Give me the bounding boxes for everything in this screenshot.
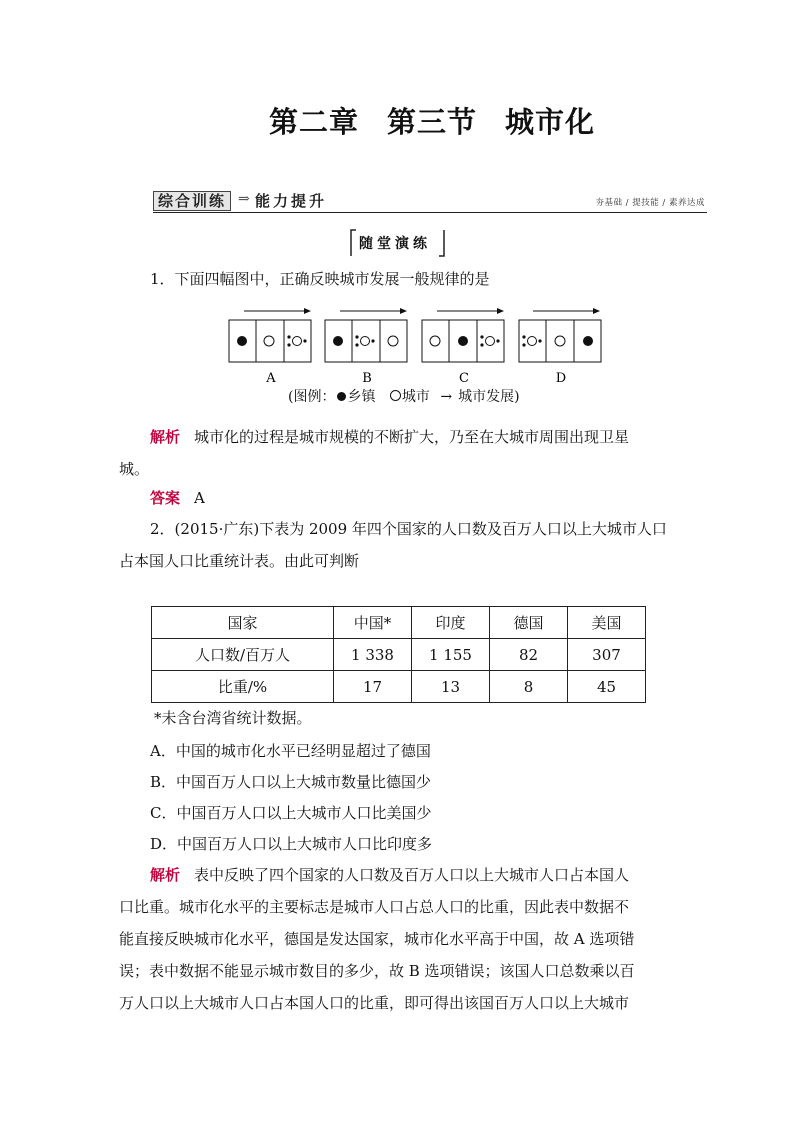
legend-city: 城市	[401, 389, 430, 405]
question-2-stem: 2．(2015·广东)下表为 2009 年四个国家的人口数及百万人口以上大城市人口	[150, 520, 667, 538]
town-dot-icon	[337, 392, 346, 401]
q1-legend	[288, 386, 520, 406]
table-cell: 82	[490, 639, 568, 671]
q2-analysis	[150, 865, 629, 885]
banner-subtitle: 能力提升	[255, 192, 328, 210]
table-cell: 人口数/百万人	[152, 639, 334, 671]
section-label: 第三节	[386, 105, 477, 139]
section-title: 随堂演练	[359, 236, 431, 252]
label-a: A	[266, 371, 276, 386]
banner-right-text: 夯基础 / 提技能 / 素养达成	[595, 198, 705, 208]
legend-dev: 城市发展)	[458, 389, 520, 405]
answer-value: A	[194, 489, 205, 507]
table-header: 德国	[490, 607, 568, 639]
q2-analysis-line: 口比重。城市化水平的主要标志是城市人口占总人口的比重，因此表中数据不	[119, 898, 630, 916]
table-header: 国家	[152, 607, 334, 639]
question-1-stem: 1．下面四幅图中，正确反映城市发展一般规律的是	[150, 270, 490, 288]
diagram-d	[519, 311, 601, 362]
q2-analysis-line: 误；表中数据不能显示城市数目的多少，故 B 选项错误；该国人口总数乘以百	[119, 962, 635, 980]
answer-label: 答案	[150, 489, 181, 507]
table-cell: 307	[568, 639, 646, 671]
table-header: 美国	[568, 607, 646, 639]
label-c: C	[459, 371, 469, 386]
topic-label: 城市化	[505, 105, 596, 139]
label-b: B	[362, 371, 372, 386]
stat-table	[151, 606, 646, 703]
analysis-label: 解析	[150, 866, 181, 884]
table-cell: 8	[490, 671, 568, 703]
table-header: 中国*	[334, 607, 412, 639]
legend-town: 乡镇	[347, 389, 376, 405]
diagram-b	[325, 311, 407, 362]
banner-tag: 综合训练	[153, 191, 231, 211]
legend-prefix: (图例：	[288, 389, 336, 405]
table-row	[152, 671, 646, 703]
option-c: C．中国百万人口以上大城市人口比美国少	[150, 804, 432, 822]
option-b: B．中国百万人口以上大城市数量比德国少	[150, 773, 432, 791]
analysis-text: 表中反映了四个国家的人口数及百万人口以上大城市人口占本国人	[194, 866, 630, 884]
table-cell: 45	[568, 671, 646, 703]
q1-analysis	[150, 427, 629, 447]
diagram-c	[422, 311, 504, 362]
table-cell: 1 155	[412, 639, 490, 671]
chapter-label: 第二章	[268, 105, 359, 139]
q2-analysis-line: 万人口以上大城市人口占本国人口的比重，即可得出该国百万人口以上大城市	[119, 994, 630, 1012]
table-row	[152, 639, 646, 671]
table-footnote: *未含台湾省统计数据。	[154, 709, 312, 727]
q1-answer	[150, 488, 205, 508]
table-cell: 17	[334, 671, 412, 703]
q1-analysis-cont: 城。	[119, 460, 150, 478]
table-header: 印度	[412, 607, 490, 639]
table-header-row	[152, 607, 646, 639]
table-cell: 比重/%	[152, 671, 334, 703]
question-2-stem-cont: 占本国人口比重统计表。由此可判断	[119, 552, 360, 570]
table-cell: 13	[412, 671, 490, 703]
analysis-label: 解析	[150, 428, 181, 446]
page-title	[0, 100, 794, 141]
q1-diagram	[228, 303, 608, 388]
table-cell: 1 338	[334, 639, 412, 671]
arrow-icon: ⇒	[238, 191, 250, 207]
city-circle-icon	[390, 390, 401, 401]
section-banner	[153, 190, 707, 213]
option-a: A．中国的城市化水平已经明显超过了德国	[150, 742, 431, 760]
arrow-right-icon: →	[440, 389, 453, 405]
option-d: D．中国百万人口以上大城市人口比印度多	[150, 835, 433, 853]
diagram-a	[229, 311, 311, 362]
label-d: D	[555, 371, 567, 386]
analysis-text: 城市化的过程是城市规模的不断扩大，乃至在大城市周围出现卫星	[194, 428, 630, 446]
q2-analysis-line: 能直接反映城市化水平，德国是发达国家，城市化水平高于中国，故 A 选项错	[119, 930, 635, 948]
